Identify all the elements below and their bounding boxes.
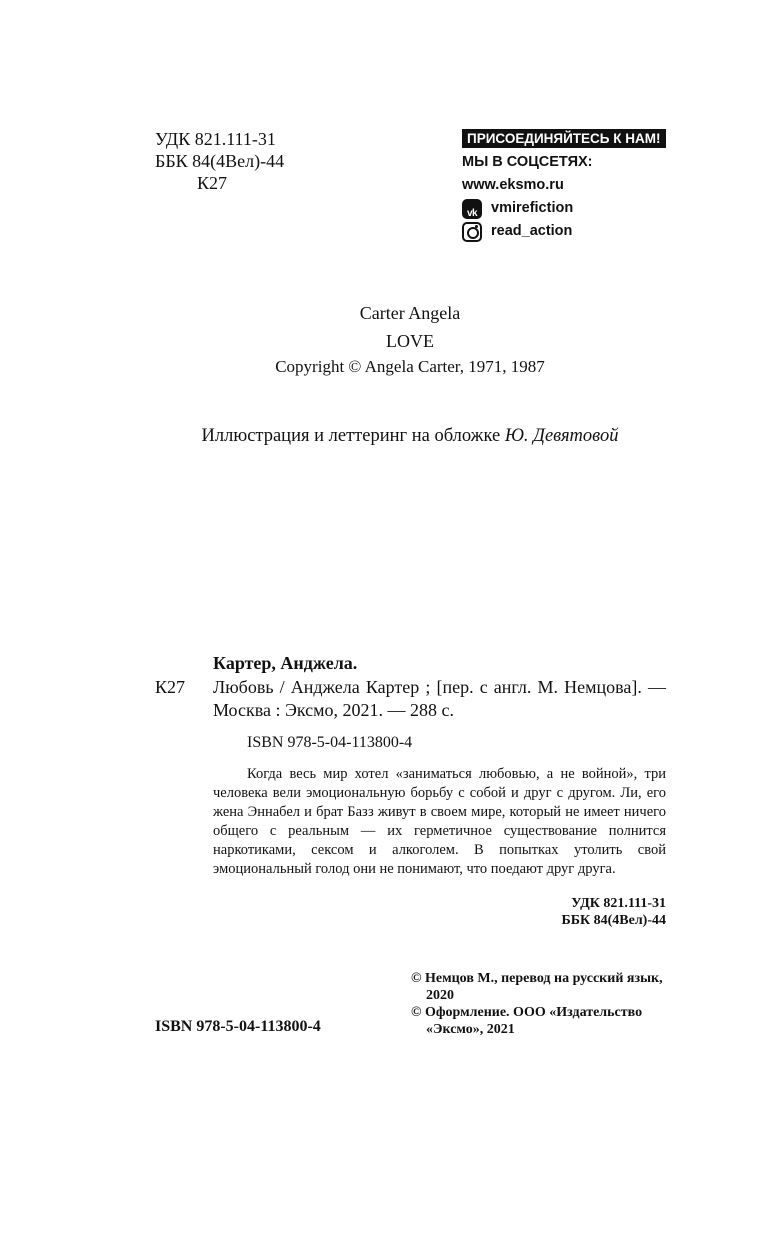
card-author-mark: К27 [155, 677, 186, 697]
card-bbk: ББК 84(4Вел)-44 [561, 913, 666, 928]
card-annotation: Когда весь мир хотел «заниматься любовью, а не войной», три человека вели эмоциональную борьбу с собой и друг с другом. Ли, его жена Эннабел и брат Базз живут в своем мире, который не имеет ничего общего с реальным — их герметичное существование полнится наркотиками, сексом и алкоголем. В попытках утолить свой эмоциональный голод они не понимают, что поедают друг друга. [213, 766, 666, 877]
illustration-artist: Ю. Девятовой [504, 426, 619, 446]
classification-block [155, 128, 284, 194]
card-isbn: ISBN 978-5-04-113800-4 [247, 734, 413, 751]
instagram-icon [462, 222, 482, 242]
credit-translation: © Немцов М., перевод на русский язык, 2020 [411, 971, 663, 1003]
card-description: Любовь / Анджела Картер ; [пер. с англ. М. Немцова]. — Москва : Эксмо, 2021. — 288 с. [213, 677, 666, 720]
website-link[interactable]: www.eksmo.ru [462, 177, 564, 193]
card-codes [440, 895, 666, 929]
original-edition-block [0, 299, 768, 379]
original-author: Carter Angela [359, 303, 461, 323]
original-title: LOVE [386, 331, 434, 351]
vk-icon: vk [462, 199, 482, 219]
instagram-handle[interactable]: read_action [491, 223, 573, 239]
footer-credits [411, 970, 671, 1038]
card-udk: УДК 821.111-31 [571, 896, 666, 911]
author-mark: К27 [197, 173, 228, 193]
bbk-code: ББК 84(4Вел)-44 [155, 151, 285, 171]
vk-row[interactable] [462, 197, 666, 220]
footer-isbn: ISBN 978-5-04-113800-4 [155, 1018, 321, 1035]
join-us-banner: ПРИСОЕДИНЯЙТЕСЬ К НАМ! [462, 129, 666, 148]
card-author-heading: Картер, Анджела. [213, 653, 358, 673]
vk-handle[interactable]: vmirefiction [491, 200, 574, 216]
socials-heading: МЫ В СОЦСЕТЯХ: [462, 154, 593, 170]
instagram-row[interactable] [462, 220, 666, 243]
credit-design: © Оформление. ООО «Издательство «Эксмо», 2021 [411, 1005, 643, 1037]
udk-code: УДК 821.111-31 [155, 129, 276, 149]
social-block [462, 128, 666, 243]
illustration-text: Иллюстрация и леттеринг на обложке [201, 426, 501, 446]
original-copyright: Copyright © Angela Carter, 1971, 1987 [275, 357, 545, 376]
illustration-credit [0, 426, 768, 447]
